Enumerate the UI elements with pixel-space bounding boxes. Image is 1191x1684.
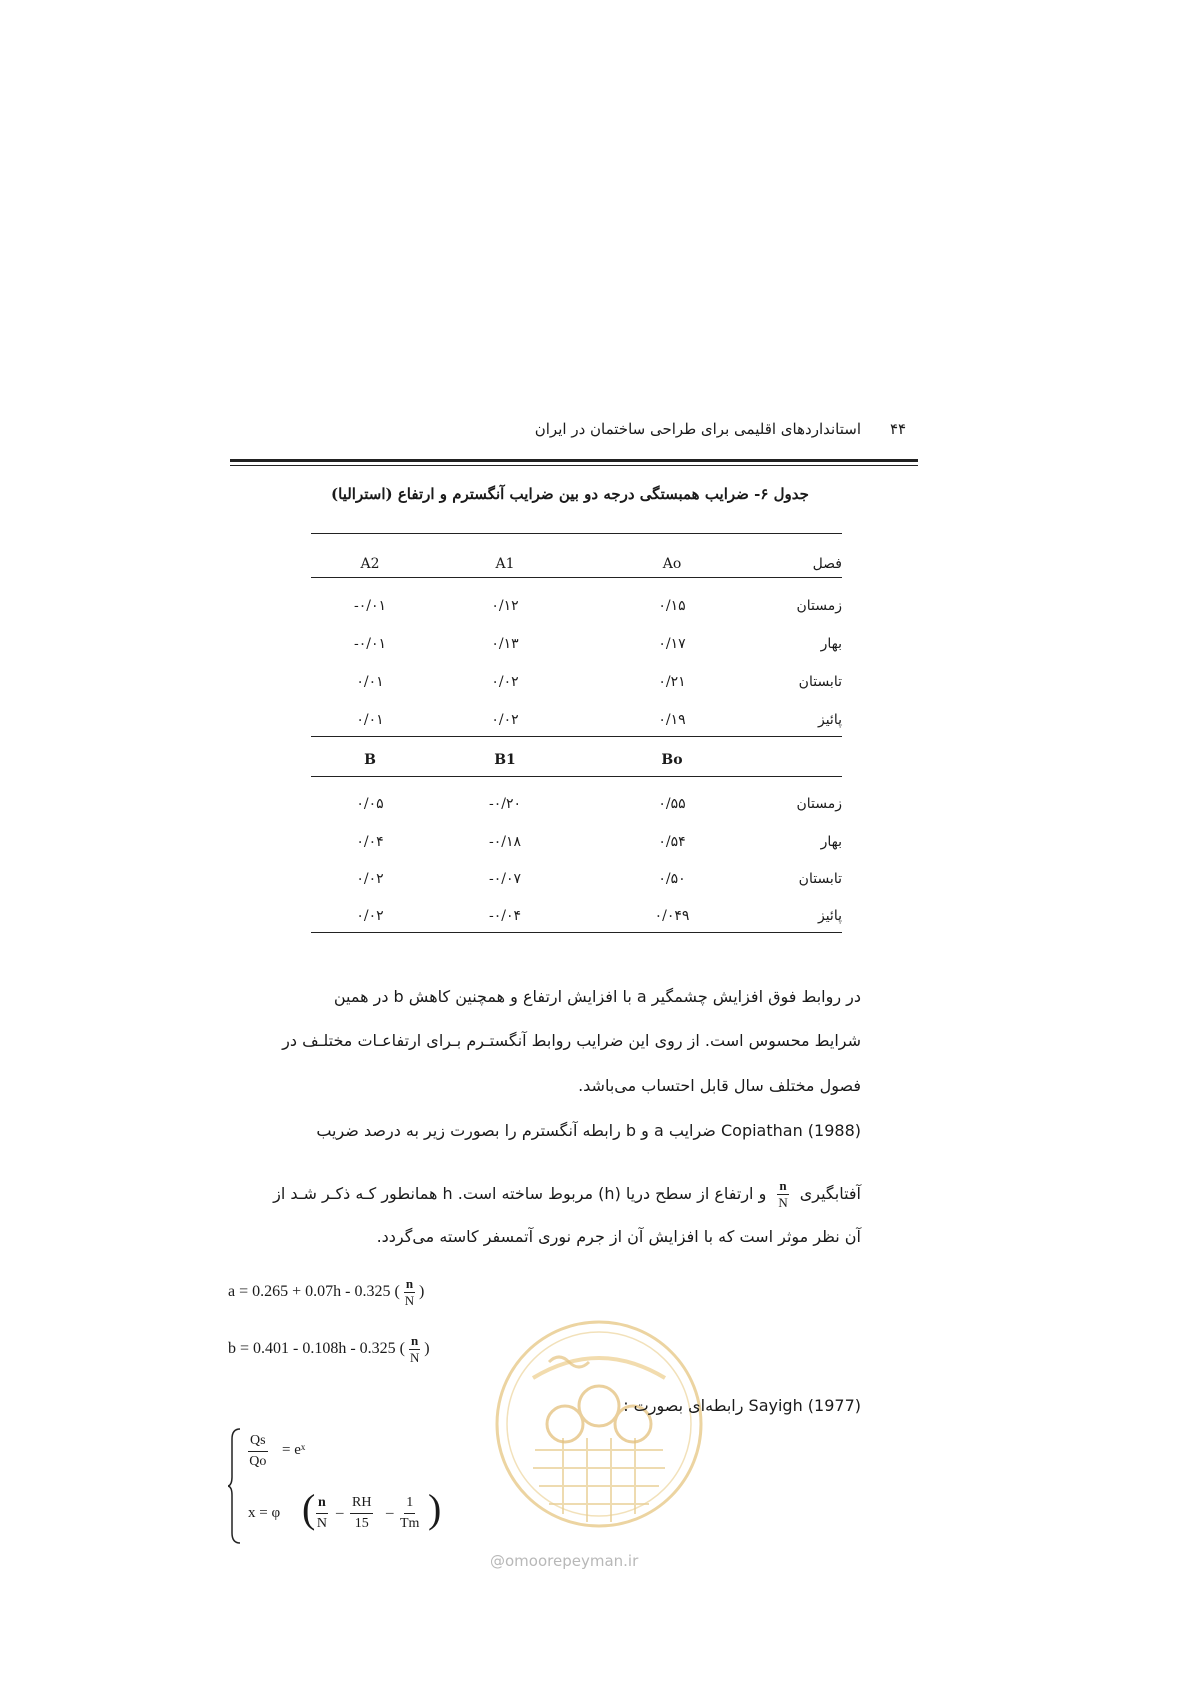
row-season: تابستان [798, 871, 842, 887]
fraction-denominator: 15 [354, 1516, 369, 1531]
equation-b [228, 1333, 430, 1366]
cell-value: ۰/۵۵ [658, 796, 686, 812]
sayigh-heading: Sayigh (1977) رابطه‌ای بصورت : [623, 1396, 861, 1415]
paragraph-line: Copiathan (1988) ضرایب a و b رابطه آنگسترم را بصورت زیر به درصد ضریب [316, 1121, 861, 1140]
cell-value: ۰/۱۵ [658, 598, 686, 614]
cell-value: ۰/۰۲ [491, 674, 519, 690]
col-header-b1: B1 [494, 752, 516, 768]
page-number: ۴۴ [890, 420, 907, 438]
cell-value: ۰/۰۱ [356, 674, 384, 690]
paragraph-line: شرایط محسوس است. از روی این ضرایب روابط آنگستـرم بـرای ارتفاعـات مختلـف در [282, 1031, 861, 1050]
equation-a [228, 1276, 424, 1309]
col-header-season: فصل [812, 556, 842, 572]
paragraph-line: فصول مختلف سال قابل احتساب می‌باشد. [578, 1076, 861, 1095]
row-season: پائیز [817, 908, 842, 924]
x-equation-lhs: x = φ [248, 1505, 281, 1521]
row-season: بهار [820, 834, 842, 850]
paragraph-line [221, 1178, 861, 1211]
row-season: زمستان [796, 598, 842, 614]
header-rule-thick [230, 459, 918, 462]
cell-value: -۰/۰۱ [353, 636, 386, 652]
flux-ratio-fraction [248, 1431, 268, 1472]
fraction-numerator: n [316, 1493, 328, 1514]
cell-value: -۰/۱۸ [488, 834, 521, 850]
cell-value: ۰/۲۱ [658, 674, 686, 690]
paragraph-line: آن نظر موثر است که با افزایش آن از جرم نوری آتمسفر کاسته می‌گردد. [376, 1227, 861, 1246]
fraction-numerator: n [779, 1178, 787, 1193]
cell-value: ۰/۰۱ [356, 712, 384, 728]
header-rule-thin [230, 465, 918, 466]
running-header-title: استانداردهای اقلیمی برای طراحی ساختمان در ایران [534, 420, 861, 438]
fraction-denominator: Tm [400, 1516, 420, 1531]
cell-value: ۰/۱۷ [658, 636, 686, 652]
cell-value: -۰/۰۴ [488, 908, 521, 924]
cell-value: ۰/۵۰ [658, 871, 686, 887]
watermark-url: @omoorepeyman.ir [490, 1552, 639, 1570]
cell-value: ۰/۰۴۹ [654, 908, 690, 924]
equation-close-paren: ) [424, 1340, 430, 1358]
stamp-logo [493, 1318, 705, 1530]
col-header-ao: Ao [662, 556, 682, 572]
table-header-rule [311, 577, 842, 578]
fraction-denominator: N [778, 1195, 788, 1210]
fraction-denominator: N [316, 1516, 327, 1531]
equation-system [228, 1427, 488, 1547]
cell-value: ۰/۰۲ [491, 712, 519, 728]
table-top-rule [311, 533, 842, 534]
col-header-bo: Bo [661, 752, 683, 768]
cell-value: ۰/۰۵ [356, 796, 384, 812]
fraction-denominator: N [409, 1350, 420, 1365]
fraction-1-over-tm [400, 1493, 419, 1534]
row-season: زمستان [796, 796, 842, 812]
cell-value: ۰/۵۴ [658, 834, 686, 850]
equation-fraction [404, 1276, 415, 1309]
fraction-numerator: n [411, 1333, 419, 1348]
open-paren: ( [302, 1486, 316, 1531]
row-season: پائیز [817, 712, 842, 728]
paragraph-line: در روابط فوق افزایش چشمگیر a با افزایش ارتفاع و همچنین کاهش b در همین [333, 987, 861, 1006]
minus-sign: – [336, 1505, 344, 1521]
cell-value: -۰/۲۰ [488, 796, 521, 812]
table-bottom-rule [311, 932, 842, 933]
cell-value: ۰/۰۴ [356, 834, 384, 850]
fraction-denominator: Qo [249, 1454, 267, 1469]
fraction-denominator: N [404, 1293, 415, 1308]
equation-fraction [409, 1333, 420, 1366]
cell-value: -۰/۰۱ [353, 598, 386, 614]
paragraph-fragment: و ارتفاع از سطح دریا (h) مربوط ساخته است. h همانطور کـه ذکـر شـد از [273, 1184, 767, 1203]
left-brace-icon [228, 1427, 242, 1545]
fraction-numerator: 1 [404, 1493, 415, 1514]
close-paren: ) [428, 1486, 442, 1531]
cell-value: ۰/۰۲ [356, 871, 384, 887]
fraction-n-over-N [316, 1493, 328, 1534]
paragraph-fragment: آفتابگیری [799, 1184, 861, 1203]
col-header-a1: A1 [495, 556, 515, 572]
sunshine-ratio-fraction [777, 1178, 788, 1211]
fraction-numerator: RH [350, 1493, 373, 1514]
fraction-numerator: Qs [248, 1431, 268, 1452]
equation-a-text: a = 0.265 + 0.07h - 0.325 ( [228, 1283, 400, 1301]
minus-sign: – [386, 1505, 394, 1521]
row-season: تابستان [798, 674, 842, 690]
table-mid-rule [311, 736, 842, 737]
cell-value: ۰/۱۳ [491, 636, 519, 652]
exponential-rhs: = eˣ [282, 1442, 306, 1458]
table-header-b-rule [311, 776, 842, 777]
cell-value: -۰/۰۷ [488, 871, 521, 887]
row-season: بهار [820, 636, 842, 652]
equation-b-text: b = 0.401 - 0.108h - 0.325 ( [228, 1340, 406, 1358]
cell-value: ۰/۱۹ [658, 712, 686, 728]
col-header-a2: A2 [360, 556, 380, 572]
col-header-b: B [364, 752, 376, 768]
cell-value: ۰/۱۲ [491, 598, 519, 614]
fraction-numerator: n [405, 1276, 414, 1291]
fraction-rh-over-15 [350, 1493, 373, 1534]
table-caption: جدول ۶- ضرایب همبستگی درجه دو بین ضرایب آنگسترم و ارتفاع (استرالیا) [331, 485, 809, 503]
equation-close-paren: ) [419, 1283, 425, 1301]
cell-value: ۰/۰۲ [356, 908, 384, 924]
